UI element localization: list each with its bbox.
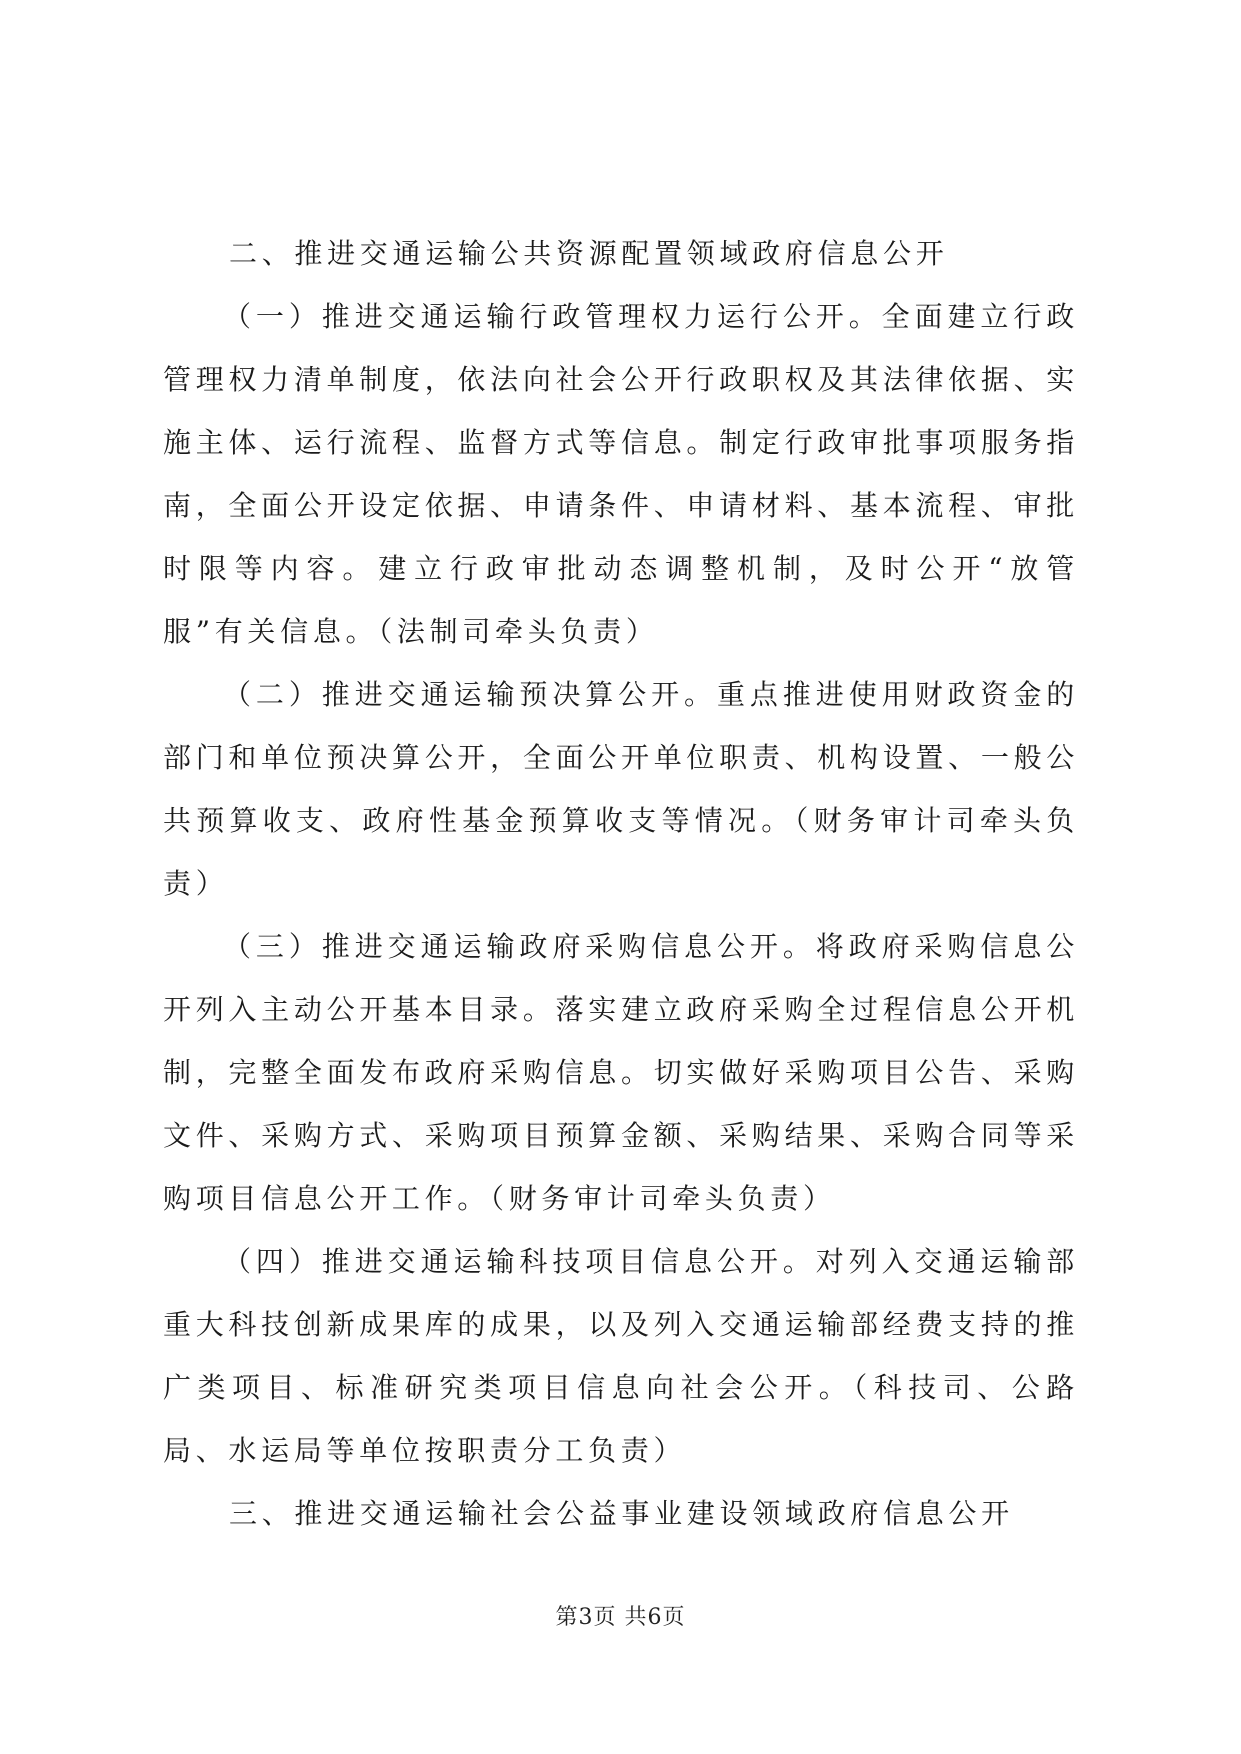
paragraph-item-4: （四）推进交通运输科技项目信息公开。对列入交通运输部重大科技创新成果库的成果，以及列入交通运输部经费支持的推广类项目、标准研究类项目信息向社会公开。（科技司、公路局、水运局等单位按职责分工负责）	[163, 1245, 1079, 1467]
page-number-footer: 第3页 共6页	[555, 1605, 686, 1630]
section-heading-3: 三、推进交通运输社会公益事业建设领域政府信息公开	[229, 1497, 1014, 1530]
paragraph-item-3: （三）推进交通运输政府采购信息公开。将政府采购信息公开列入主动公开基本目录。落实建立政府采购全过程信息公开机制，完整全面发布政府采购信息。切实做好采购项目公告、采购文件、采购方式、采购项目预算金额、采购结果、采购合同等采购项目信息公开工作。（财务审计司牵头负责）	[163, 930, 1079, 1215]
paragraph-item-1: （一）推进交通运输行政管理权力运行公开。全面建立行政管理权力清单制度，依法向社会公开行政职权及其法律依据、实施主体、运行流程、监督方式等信息。制定行政审批事项服务指南，全面公开设定依据、申请条件、申请材料、基本流程、审批时限等内容。建立行政审批动态调整机制，及时公开“放管服”有关信息。（法制司牵头负责）	[163, 300, 1079, 648]
document-body	[163, 222, 1079, 1545]
section-heading-2: 二、推进交通运输公共资源配置领域政府信息公开	[229, 237, 949, 270]
paragraph-item-2: （二）推进交通运输预决算公开。重点推进使用财政资金的部门和单位预决算公开，全面公开单位职责、机构设置、一般公共预算收支、政府性基金预算收支等情况。（财务审计司牵头负责）	[163, 678, 1079, 900]
